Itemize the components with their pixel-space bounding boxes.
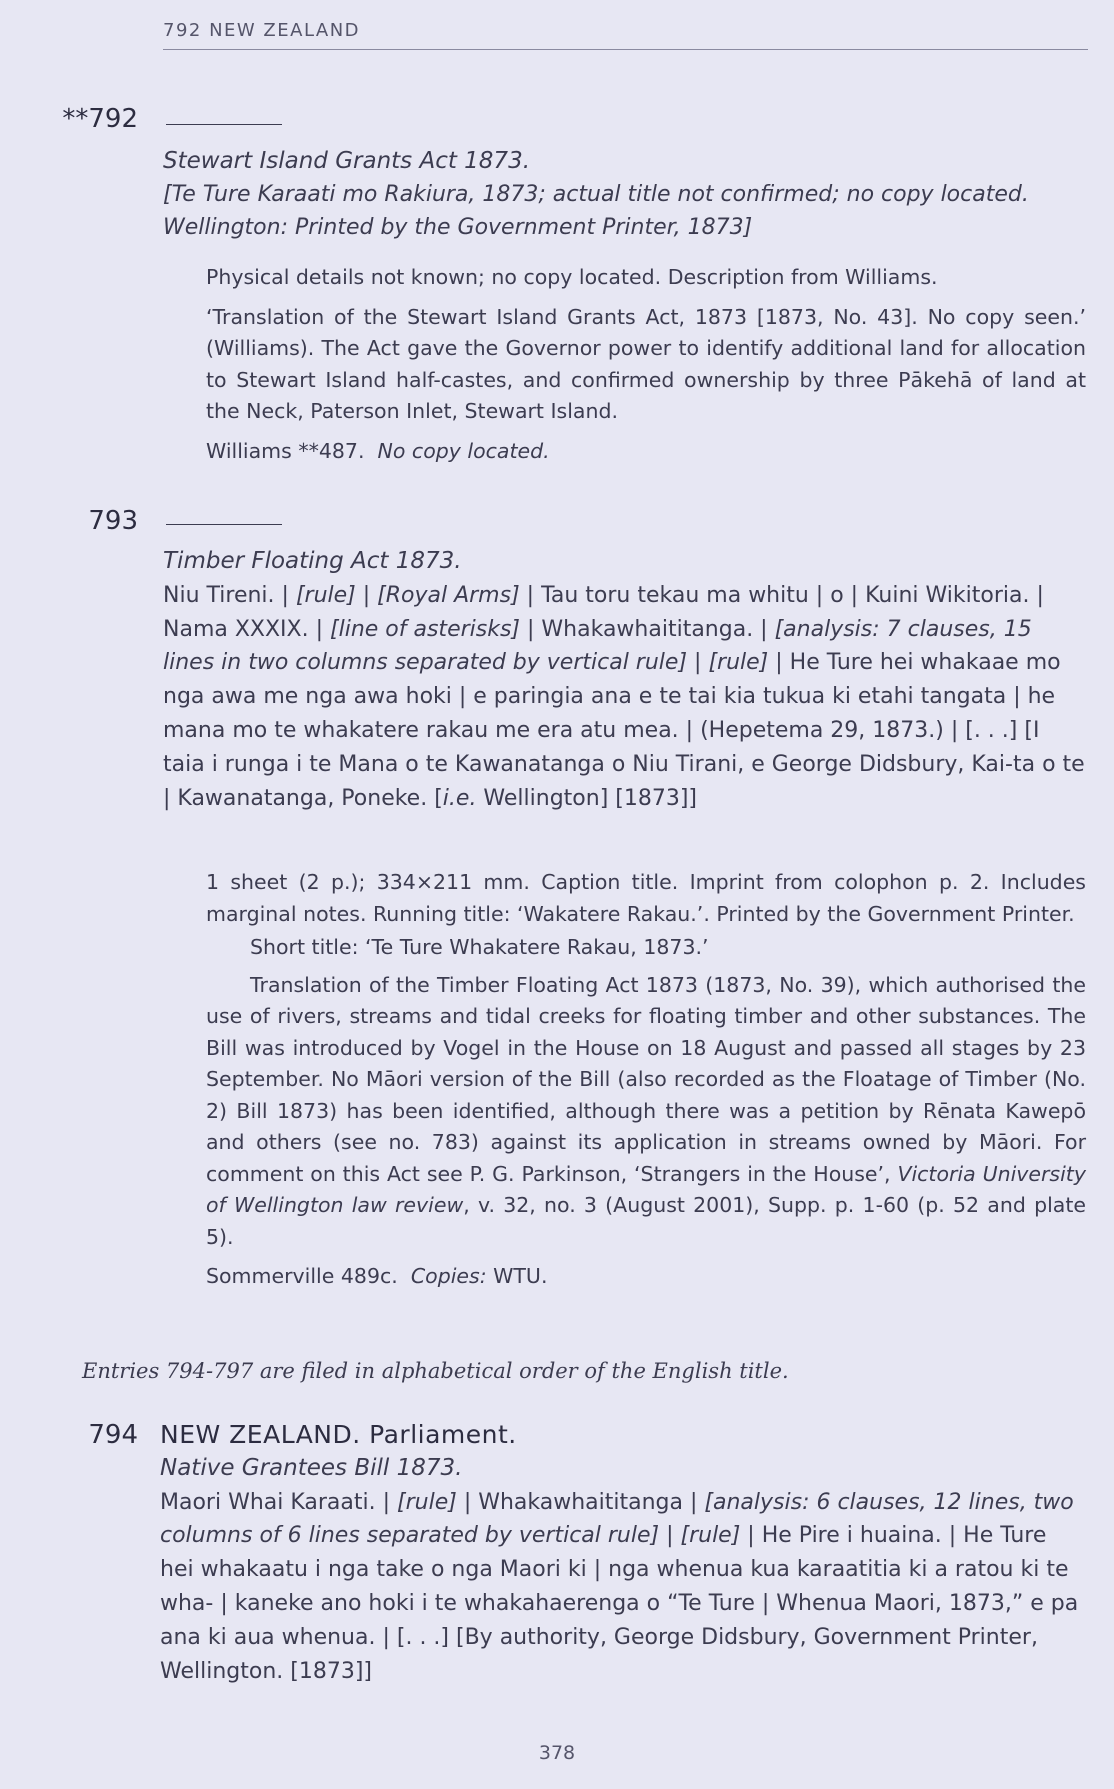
entry-number: 793 <box>88 506 138 536</box>
entry-body <box>163 545 1088 815</box>
transcription-note: [rule] <box>397 1489 457 1515</box>
reference-line <box>206 1261 1086 1293</box>
entry-number: 794 <box>88 1420 138 1450</box>
entry-heading: NEW ZEALAND. Parliament. <box>160 1420 517 1449</box>
transcription-text: Wellington] [1873]] <box>476 785 698 811</box>
entry-title: Timber Floating Act 1873. <box>163 548 462 574</box>
transcription-note: [rule] <box>680 1523 741 1549</box>
entry-body <box>160 1418 1085 1688</box>
transcription-text: Maori Whai Karaati. | <box>160 1489 398 1515</box>
transcription-text: | <box>687 650 709 676</box>
physical-description: 1 sheet (2 p.); 334×211 mm. Caption title. Imprint from colophon p. 2. Includes marginal notes. Running title: ‘Wakatere Rakau.’. Printed by the Government Printer. <box>206 870 1086 926</box>
reference-plain: Williams **487. <box>206 438 365 463</box>
reference-italic: Copies: <box>410 1264 487 1288</box>
entry-title: Native Grantees Bill 1873. <box>160 1454 463 1481</box>
transcription-text: | Tau toru tekau ma whitu | o | Kuini Wikitoria. | Nama XXXIX. | <box>163 582 1044 642</box>
author-dash <box>166 124 282 125</box>
entry-notes <box>206 867 1086 1301</box>
transcription-text: | <box>659 1523 681 1549</box>
transcription <box>163 579 1088 816</box>
bracket-title-line-1: [Te Ture Karaati mo Rakiura, 1873; actual title not confirmed; no copy located. <box>163 182 1029 207</box>
short-title: Short title: ‘Te Ture Whakatere Rakau, 1873.’ <box>250 935 709 959</box>
note-paragraph <box>206 970 1086 1254</box>
transcription <box>160 1486 1085 1689</box>
entry-notes <box>206 262 1086 475</box>
reference-line <box>206 436 1086 468</box>
transcription-text: | Whakawhaititanga. | <box>520 616 775 642</box>
transcription-note: [analysis: 6 clauses, 12 lines, two columns of 6 lines separated by vertical rule] <box>160 1489 1074 1549</box>
transcription-text: | Whakawhaititanga | <box>456 1489 705 1515</box>
running-head: 792 NEW ZEALAND <box>163 20 1088 50</box>
entry-title: Stewart Island Grants Act 1873. <box>163 148 531 174</box>
note-text: Translation of the Timber Floating Act 1873 (1873, No. 39), which authorised the use of rivers, streams and tidal creeks for floating timber and other substances. The Bill was introduced by Vogel in the House on 18 August and passed all stages by 23 September. No Māori version of the Bill (also recorded as the Floatage of Timber (No. 2) Bill 1873) has been identified, although there was a petition by Rēnata Kawepō and others (see no. 783) against its application in streams owned by Māori. For comment on this Act see P. G. Parkinson, ‘Strangers in the House’, <box>206 972 1086 1186</box>
entry-number: **792 <box>62 104 138 134</box>
transcription-note: [line of asterisks] <box>330 616 521 642</box>
transcription-note: [rule] <box>708 650 769 676</box>
bracket-title-line-2: Wellington: Printed by the Government Printer, 1873] <box>163 215 753 240</box>
transcription-note: [Royal Arms] <box>377 582 520 608</box>
transcription-text: Niu Tireni. | <box>163 582 296 608</box>
transcription-text: | He Ture hei whakaae mo nga awa me nga awa hoki | e paringia ana e te tai kia tukua ki etahi tangata | he mana mo te whakatere rakau me era atu mea. | (Hepetema 29, 1873.) | [. . .] [I taia i runga i te Mana o te Kawanatanga o Niu Tirani, e George Didsbury, Kai-ta o te | Kawanatanga, Poneke. [ <box>163 650 1085 811</box>
note-journal: Victoria University of Wellington law review <box>206 1161 1086 1217</box>
transcription-note: [analysis: 7 clauses, 15 lines in two columns separated by vertical rule] <box>163 616 1032 676</box>
reference-italic: No copy located. <box>377 438 550 463</box>
transcription-text: | <box>355 582 378 608</box>
filed-note: Entries 794-797 are filed in alphabetical order of the English title. <box>82 1359 789 1383</box>
page-number: 378 <box>538 1742 576 1764</box>
note-text: , v. 32, no. 3 (August 2001), Supp. p. 1-60 (p. 52 and plate 5). <box>206 1193 1086 1249</box>
author-dash <box>166 524 282 525</box>
reference-plain: Sommerville 489c. <box>206 1264 398 1288</box>
reference-tail: WTU. <box>486 1264 548 1288</box>
note-paragraph: ‘Translation of the Stewart Island Grants Act, 1873 [1873, No. 43]. No copy seen.’ (Williams). The Act gave the Governor power to identify additional land for allocation to Stewart Island half-castes, and confirmed ownership by three Pākehā of land at the Neck, Paterson Inlet, Stewart Island. <box>206 304 1086 423</box>
transcription-note: i.e. <box>442 785 477 811</box>
physical-description: Physical details not known; no copy located. Description from Williams. <box>206 265 938 289</box>
transcription-text: | He Pire i huaina. | He Ture hei whakaatu i nga take o nga Maori ki | nga whenua kua karaatitia ki a ratou ki te wha- | kaneke ano hoki i te whakahaerenga o “Te Ture | Whenua Maori, 1873,” e pa ana ki aua whenua. | [. . .] [By authority, George Didsbury, Government Printer, Wellington. [1873]] <box>160 1523 1079 1684</box>
transcription-note: [rule] <box>295 582 356 608</box>
entry-body <box>163 145 1088 244</box>
